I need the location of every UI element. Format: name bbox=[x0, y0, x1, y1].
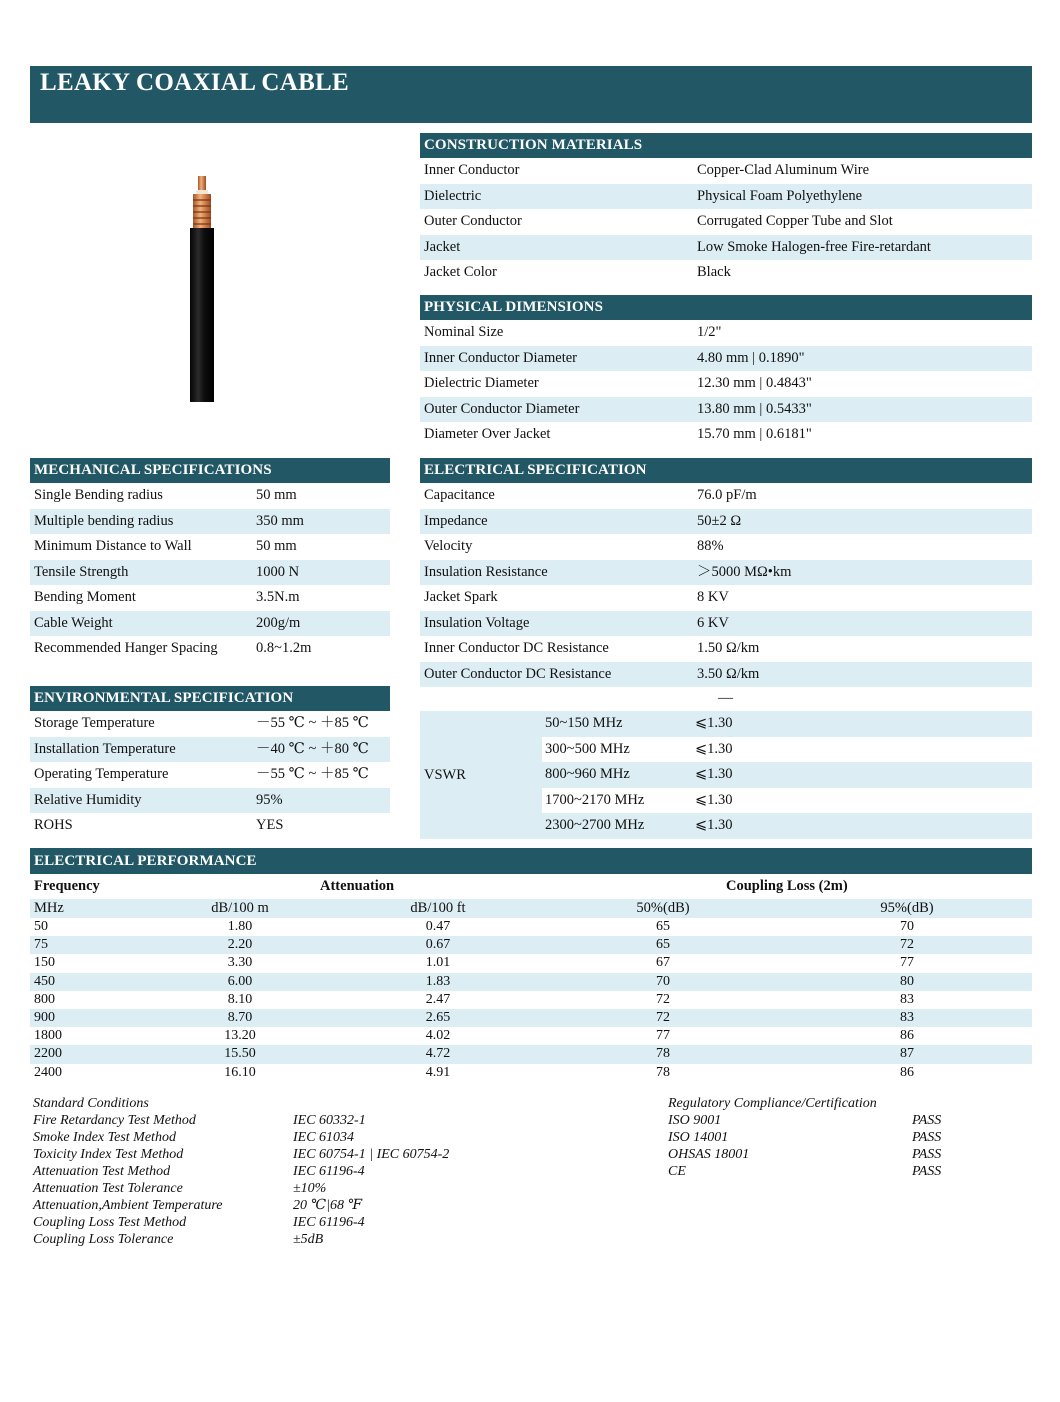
cell-coupling-50: 65 bbox=[656, 937, 670, 953]
mechanical-row bbox=[30, 585, 390, 611]
mechanical-rows bbox=[30, 483, 390, 662]
cell-coupling-50: 72 bbox=[656, 991, 670, 1007]
standard-condition-label: Fire Retardancy Test Method bbox=[33, 1113, 196, 1128]
mechanical-label: Recommended Hanger Spacing bbox=[34, 640, 218, 656]
cell-attenuation-db-100m: 3.30 bbox=[227, 955, 253, 971]
environmental-label: Installation Temperature bbox=[34, 740, 176, 757]
standard-condition-value: 20 ℃|68 ℉ bbox=[293, 1198, 363, 1213]
cell-attenuation-db-100m: 8.10 bbox=[227, 991, 253, 1007]
vswr-row bbox=[542, 813, 1032, 839]
performance-row bbox=[30, 1045, 1032, 1063]
environmental-row bbox=[30, 711, 390, 737]
performance-row bbox=[30, 1009, 1032, 1027]
construction-label: Jacket bbox=[424, 238, 461, 255]
electrical-label: Impedance bbox=[424, 512, 488, 529]
construction-heading: CONSTRUCTION MATERIALS bbox=[420, 133, 1032, 158]
standard-condition-value: IEC 60754-1 | IEC 60754-2 bbox=[293, 1147, 450, 1162]
standard-condition-row bbox=[33, 1112, 593, 1129]
electrical-value: 6 KV bbox=[697, 614, 729, 631]
cell-attenuation-db-100ft: 4.02 bbox=[425, 1028, 451, 1044]
vswr-dash: — bbox=[718, 690, 733, 706]
performance-rows bbox=[30, 918, 1032, 1082]
mechanical-label: Bending Moment bbox=[34, 589, 136, 605]
cell-coupling-95: 77 bbox=[900, 955, 914, 971]
mechanical-value: 3.5N.m bbox=[256, 589, 300, 605]
compliance-label: CE bbox=[668, 1164, 686, 1179]
cell-coupling-50: 65 bbox=[656, 919, 670, 934]
electrical-value: 50±2 Ω bbox=[697, 512, 742, 529]
performance-row bbox=[30, 991, 1032, 1009]
performance-row bbox=[30, 1027, 1032, 1045]
performance-row bbox=[30, 918, 1032, 936]
cell-frequency: 1800 bbox=[34, 1028, 62, 1044]
cell-attenuation-db-100ft: 2.65 bbox=[425, 1009, 451, 1025]
performance-row bbox=[30, 936, 1032, 954]
cell-coupling-95: 83 bbox=[900, 1009, 914, 1025]
environmental-label: ROHS bbox=[34, 817, 73, 833]
vswr-value: ⩽1.30 bbox=[695, 766, 733, 782]
mechanical-value: 350 mm bbox=[256, 512, 304, 529]
electrical-row bbox=[420, 509, 1032, 535]
cell-attenuation-db-100ft: 0.47 bbox=[425, 919, 451, 934]
physical-value: 1/2" bbox=[697, 324, 722, 340]
physical-value: 15.70 mm | 0.6181" bbox=[697, 426, 812, 442]
cell-attenuation-db-100m: 13.20 bbox=[224, 1028, 256, 1044]
cell-attenuation-db-100m: 8.70 bbox=[227, 1009, 253, 1025]
environmental-value: －40 ℃ ~ ＋80 ℃ bbox=[256, 740, 369, 757]
environmental-value: YES bbox=[256, 817, 284, 833]
electrical-label: Insulation Resistance bbox=[424, 563, 548, 580]
standard-conditions bbox=[33, 1095, 593, 1248]
construction-materials-section bbox=[420, 133, 1032, 286]
physical-row bbox=[420, 320, 1032, 346]
construction-rows bbox=[420, 158, 1032, 286]
environmental-label: Relative Humidity bbox=[34, 791, 142, 808]
standard-condition-row bbox=[33, 1231, 593, 1248]
vswr-frequency: 50~150 MHz bbox=[545, 715, 623, 731]
standard-condition-value: IEC 61034 bbox=[293, 1130, 355, 1145]
environmental-row bbox=[30, 813, 390, 839]
construction-row bbox=[420, 158, 1032, 184]
compliance-value: PASS bbox=[912, 1147, 942, 1162]
physical-rows bbox=[420, 320, 1032, 448]
standard-condition-row bbox=[33, 1214, 593, 1231]
mechanical-row bbox=[30, 636, 390, 662]
vswr-frequency: 1700~2170 MHz bbox=[545, 791, 645, 808]
compliance-heading: Regulatory Compliance/Certification bbox=[668, 1096, 877, 1111]
compliance-label: OHSAS 18001 bbox=[668, 1147, 750, 1162]
vswr-value: ⩽1.30 bbox=[695, 791, 733, 808]
vswr-value: ⩽1.30 bbox=[695, 715, 733, 731]
electrical-row bbox=[420, 662, 1032, 688]
environmental-row bbox=[30, 762, 390, 788]
mechanical-heading: MECHANICAL SPECIFICATIONS bbox=[30, 458, 390, 483]
compliance-row bbox=[668, 1129, 1008, 1146]
physical-label: Inner Conductor Diameter bbox=[424, 349, 578, 366]
performance-row bbox=[30, 973, 1032, 991]
physical-row bbox=[420, 422, 1032, 448]
unit-frequency: MHz bbox=[34, 900, 64, 916]
physical-value: 12.30 mm | 0.4843" bbox=[697, 375, 812, 391]
cell-attenuation-db-100m: 16.10 bbox=[224, 1064, 256, 1080]
electrical-row bbox=[420, 483, 1032, 509]
environmental-label: Storage Temperature bbox=[34, 715, 155, 731]
electrical-label: Capacitance bbox=[424, 487, 495, 503]
cell-frequency: 800 bbox=[34, 991, 55, 1007]
cell-coupling-50: 78 bbox=[656, 1064, 670, 1080]
cell-attenuation-db-100m: 15.50 bbox=[224, 1046, 256, 1062]
mechanical-value: 50 mm bbox=[256, 538, 297, 554]
cell-coupling-95: 72 bbox=[900, 937, 914, 953]
standard-conditions-heading: Standard Conditions bbox=[33, 1096, 149, 1111]
cell-attenuation-db-100ft: 1.83 bbox=[425, 973, 451, 989]
electrical-row bbox=[420, 560, 1032, 586]
mechanical-row bbox=[30, 611, 390, 637]
cell-attenuation-db-100ft: 2.47 bbox=[425, 991, 451, 1007]
mechanical-label: Minimum Distance to Wall bbox=[34, 538, 192, 554]
construction-row bbox=[420, 184, 1032, 210]
standard-condition-label: Attenuation Test Tolerance bbox=[33, 1181, 183, 1196]
standard-condition-row bbox=[33, 1129, 593, 1146]
cell-attenuation-db-100m: 2.20 bbox=[227, 937, 253, 953]
mechanical-label: Tensile Strength bbox=[34, 563, 129, 580]
cell-coupling-50: 67 bbox=[656, 955, 670, 971]
vswr-rows bbox=[542, 711, 1032, 839]
environmental-rows bbox=[30, 711, 390, 839]
construction-value: Physical Foam Polyethylene bbox=[697, 187, 863, 204]
vswr-frequency: 800~960 MHz bbox=[545, 766, 630, 782]
vswr-label: VSWR bbox=[420, 711, 542, 839]
standard-condition-row bbox=[33, 1180, 593, 1197]
cell-coupling-50: 72 bbox=[656, 1009, 670, 1025]
mechanical-value: 0.8~1.2m bbox=[256, 640, 312, 656]
mechanical-label: Multiple bending radius bbox=[34, 512, 174, 529]
electrical-row bbox=[420, 585, 1032, 611]
standard-condition-value: IEC 61196-4 bbox=[293, 1164, 365, 1179]
regulatory-compliance bbox=[668, 1095, 1008, 1180]
standard-condition-row bbox=[33, 1197, 593, 1214]
cell-coupling-50: 78 bbox=[656, 1046, 670, 1062]
electrical-label: Outer Conductor DC Resistance bbox=[424, 665, 612, 682]
vswr-value: ⩽1.30 bbox=[695, 817, 733, 833]
electrical-heading: ELECTRICAL SPECIFICATION bbox=[420, 458, 1032, 483]
cell-attenuation-db-100ft: 0.67 bbox=[425, 937, 451, 953]
vswr-row bbox=[542, 788, 1032, 814]
mechanical-row bbox=[30, 509, 390, 535]
title-bar bbox=[30, 66, 1032, 123]
physical-dimensions-section bbox=[420, 295, 1032, 448]
page-title: LEAKY COAXIAL CABLE bbox=[40, 69, 349, 96]
electrical-label: Inner Conductor DC Resistance bbox=[424, 640, 609, 656]
standard-condition-label: Attenuation,Ambient Temperature bbox=[33, 1198, 223, 1213]
construction-value: Corrugated Copper Tube and Slot bbox=[697, 213, 893, 229]
cell-attenuation-db-100m: 1.80 bbox=[227, 919, 253, 934]
compliance-label: ISO 14001 bbox=[668, 1130, 729, 1145]
vswr-row bbox=[542, 711, 1032, 737]
physical-heading: PHYSICAL DIMENSIONS bbox=[420, 295, 1032, 320]
compliance-row bbox=[668, 1146, 1008, 1163]
compliance-row bbox=[668, 1112, 1008, 1129]
physical-row bbox=[420, 397, 1032, 423]
physical-label: Dielectric Diameter bbox=[424, 375, 539, 391]
standard-condition-label: Attenuation Test Method bbox=[33, 1164, 171, 1179]
mechanical-row bbox=[30, 483, 390, 509]
construction-value: Copper-Clad Aluminum Wire bbox=[697, 162, 870, 178]
electrical-value: 8 KV bbox=[697, 589, 729, 605]
mechanical-specifications-section bbox=[30, 458, 390, 662]
compliance-label: ISO 9001 bbox=[668, 1113, 722, 1128]
standard-condition-value: IEC 61196-4 bbox=[293, 1215, 365, 1230]
attenuation-header: Attenuation bbox=[320, 878, 395, 894]
cell-coupling-95: 70 bbox=[900, 919, 914, 934]
construction-value: Low Smoke Halogen-free Fire-retardant bbox=[697, 238, 931, 255]
cell-attenuation-db-100ft: 4.72 bbox=[425, 1046, 451, 1062]
construction-row bbox=[420, 235, 1032, 261]
cell-coupling-95: 83 bbox=[900, 991, 914, 1007]
mechanical-value: 50 mm bbox=[256, 487, 297, 503]
environmental-row bbox=[30, 788, 390, 814]
cell-coupling-95: 80 bbox=[900, 973, 914, 989]
standard-condition-row bbox=[33, 1146, 593, 1163]
electrical-value: 76.0 pF/m bbox=[697, 487, 757, 503]
standard-condition-row bbox=[33, 1163, 593, 1180]
vswr-value: ⩽1.30 bbox=[695, 740, 733, 757]
performance-heading: ELECTRICAL PERFORMANCE bbox=[30, 848, 1032, 874]
environmental-specification-section bbox=[30, 686, 390, 839]
construction-row bbox=[420, 260, 1032, 286]
cell-attenuation-db-100m: 6.00 bbox=[227, 973, 253, 989]
cell-frequency: 75 bbox=[34, 937, 48, 953]
electrical-specification-section bbox=[420, 458, 1032, 687]
electrical-row bbox=[420, 636, 1032, 662]
physical-row bbox=[420, 371, 1032, 397]
standard-condition-label: Toxicity Index Test Method bbox=[33, 1147, 184, 1162]
environmental-value: 95% bbox=[256, 791, 283, 808]
electrical-row bbox=[420, 611, 1032, 637]
mechanical-label: Single Bending radius bbox=[34, 487, 163, 503]
environmental-heading: ENVIRONMENTAL SPECIFICATION bbox=[30, 686, 390, 711]
frequency-header: Frequency bbox=[34, 878, 100, 894]
mechanical-value: 200g/m bbox=[256, 614, 301, 631]
unit-coupling-95: 95%(dB) bbox=[880, 900, 934, 916]
environmental-value: －55 ℃ ~ ＋85 ℃ bbox=[256, 715, 369, 731]
standard-condition-label: Smoke Index Test Method bbox=[33, 1130, 176, 1145]
physical-label: Nominal Size bbox=[424, 324, 504, 340]
construction-label: Outer Conductor bbox=[424, 213, 522, 229]
vswr-frequency: 2300~2700 MHz bbox=[545, 817, 645, 833]
cell-coupling-95: 86 bbox=[900, 1028, 914, 1044]
electrical-value: 88% bbox=[697, 538, 724, 554]
standard-condition-value: ±5dB bbox=[293, 1232, 324, 1247]
environmental-value: －55 ℃ ~ ＋85 ℃ bbox=[256, 766, 369, 782]
construction-label: Dielectric bbox=[424, 187, 482, 204]
mechanical-row bbox=[30, 560, 390, 586]
cell-attenuation-db-100ft: 1.01 bbox=[425, 955, 451, 971]
electrical-value: ＞5000 MΩ•km bbox=[697, 563, 792, 580]
environmental-row bbox=[30, 737, 390, 763]
electrical-label: Velocity bbox=[424, 538, 473, 554]
performance-units-row bbox=[30, 899, 1032, 918]
electrical-rows bbox=[420, 483, 1032, 687]
cell-frequency: 2200 bbox=[34, 1046, 62, 1062]
standard-condition-value: IEC 60332-1 bbox=[293, 1113, 366, 1128]
performance-row bbox=[30, 954, 1032, 972]
physical-row bbox=[420, 346, 1032, 372]
compliance-row bbox=[668, 1163, 1008, 1180]
cell-coupling-50: 70 bbox=[656, 973, 670, 989]
environmental-label: Operating Temperature bbox=[34, 766, 169, 782]
vswr-section bbox=[420, 686, 1032, 839]
electrical-row bbox=[420, 534, 1032, 560]
compliance-value: PASS bbox=[912, 1113, 942, 1128]
cell-frequency: 900 bbox=[34, 1009, 55, 1025]
mechanical-value: 1000 N bbox=[256, 563, 300, 580]
cell-frequency: 50 bbox=[34, 919, 48, 934]
mechanical-label: Cable Weight bbox=[34, 614, 113, 631]
unit-attenuation-db-100ft: dB/100 ft bbox=[410, 900, 466, 916]
electrical-value: 3.50 Ω/km bbox=[697, 665, 760, 682]
vswr-row bbox=[542, 762, 1032, 788]
compliance-rows bbox=[668, 1112, 1008, 1180]
physical-label: Diameter Over Jacket bbox=[424, 426, 551, 442]
electrical-label: Insulation Voltage bbox=[424, 614, 530, 631]
standard-condition-value: ±10% bbox=[293, 1181, 327, 1196]
cell-frequency: 150 bbox=[34, 955, 55, 971]
cell-coupling-95: 86 bbox=[900, 1064, 914, 1080]
electrical-value: 1.50 Ω/km bbox=[697, 640, 760, 656]
mechanical-row bbox=[30, 534, 390, 560]
cell-attenuation-db-100ft: 4.91 bbox=[425, 1064, 451, 1080]
performance-column-groups bbox=[30, 874, 1032, 899]
electrical-label: Jacket Spark bbox=[424, 589, 498, 605]
vswr-row bbox=[542, 737, 1032, 763]
cell-frequency: 450 bbox=[34, 973, 55, 989]
physical-value: 13.80 mm | 0.5433" bbox=[697, 400, 812, 417]
compliance-value: PASS bbox=[912, 1130, 942, 1145]
construction-label: Inner Conductor bbox=[424, 162, 520, 178]
unit-coupling-50: 50%(dB) bbox=[636, 900, 690, 916]
physical-label: Outer Conductor Diameter bbox=[424, 400, 580, 417]
unit-attenuation-db-100m: dB/100 m bbox=[211, 900, 269, 916]
electrical-performance-section bbox=[30, 848, 1032, 1082]
performance-row bbox=[30, 1064, 1032, 1082]
standard-conditions-rows bbox=[33, 1112, 593, 1248]
cell-coupling-50: 77 bbox=[656, 1028, 670, 1044]
construction-label: Jacket Color bbox=[424, 264, 497, 280]
cell-coupling-95: 87 bbox=[900, 1046, 914, 1062]
physical-value: 4.80 mm | 0.1890" bbox=[697, 349, 805, 366]
vswr-frequency: 300~500 MHz bbox=[545, 740, 630, 757]
cell-frequency: 2400 bbox=[34, 1064, 62, 1080]
standard-condition-label: Coupling Loss Test Method bbox=[33, 1215, 187, 1230]
construction-row bbox=[420, 209, 1032, 235]
coupling-loss-header: Coupling Loss (2m) bbox=[726, 878, 848, 894]
standard-condition-label: Coupling Loss Tolerance bbox=[33, 1232, 174, 1247]
compliance-value: PASS bbox=[912, 1164, 942, 1179]
cable-illustration bbox=[189, 176, 215, 402]
construction-value: Black bbox=[697, 264, 731, 280]
